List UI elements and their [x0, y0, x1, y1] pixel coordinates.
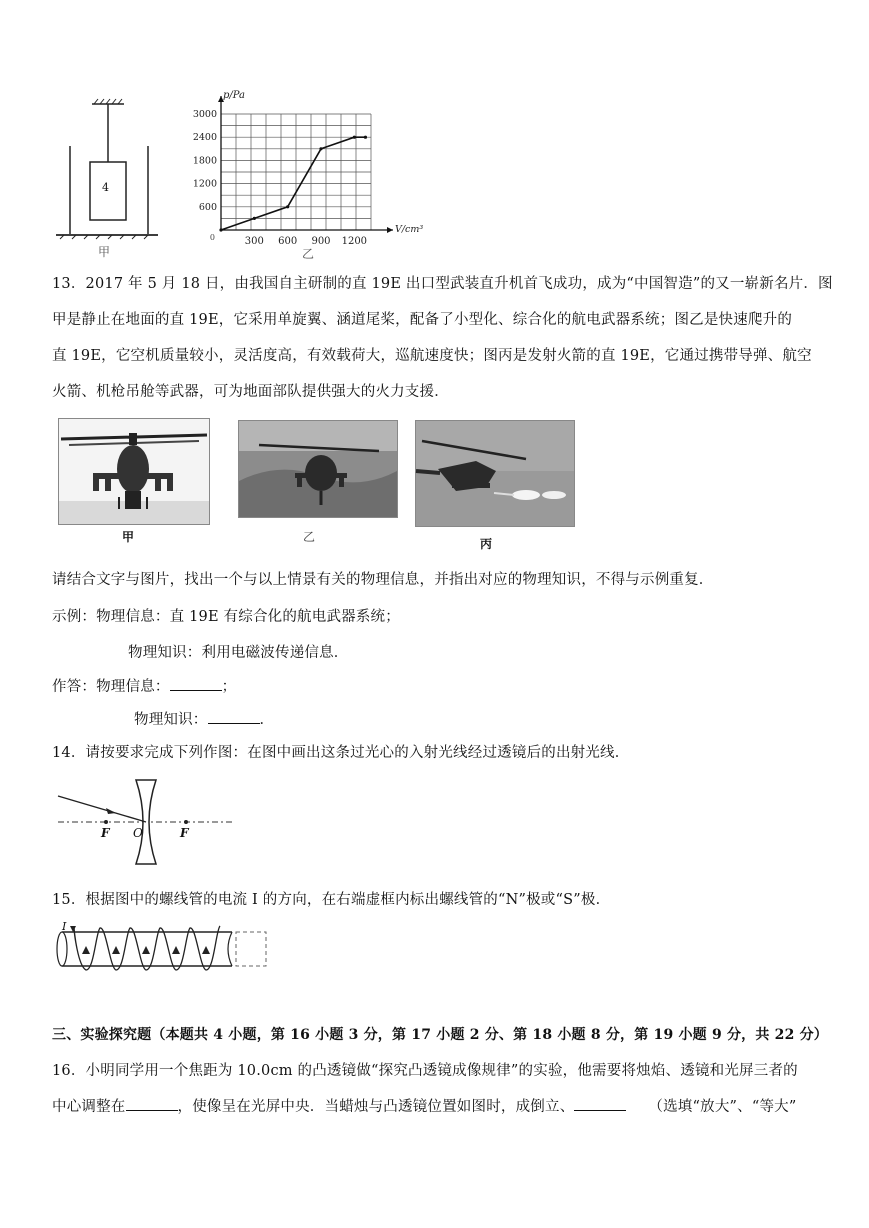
- origin-label: 0: [209, 233, 215, 242]
- x-tick-label: 600: [278, 236, 298, 247]
- q13-example-knowledge: 物理知识：利用电磁波传递信息．: [128, 645, 349, 661]
- figure-label-yi: 乙: [302, 247, 315, 261]
- q16-line-2-a: 中心调整在: [52, 1099, 126, 1115]
- answer-info-suffix: ；: [221, 679, 237, 695]
- helicopter-photo-jia: [58, 418, 210, 525]
- section-3-title: 三、实验探究题（本题共 4 小题，第 16 小题 3 分，第 17 小题 2 分、第 18 小题 8 分，第 19 小题 9 分，共 22 分）: [52, 1027, 828, 1043]
- q16-line-1: 16．小明同学用一个焦距为 10.0cm 的凸透镜做“探究凸透镜成像规律”的实验，他需要将烛焰、透镜和光屏三者的: [52, 1063, 798, 1079]
- data-point: [219, 228, 222, 231]
- current-label: I: [62, 920, 67, 933]
- label-o: O: [133, 826, 143, 840]
- x-axis-arrow: [387, 227, 393, 233]
- label-f-right: F: [180, 826, 189, 840]
- data-point: [253, 217, 256, 220]
- q13-prompt: 请结合文字与图片，找出一个与以上情景有关的物理信息，并指出对应的物理知识，不得与示例重复．: [52, 572, 714, 588]
- data-point: [319, 147, 322, 150]
- photo-label-bing: 丙: [480, 537, 493, 551]
- q13-line-4: 火箭、机枪吊舱等武器，可为地面部队提供强大的火力支援．: [52, 384, 449, 400]
- answer-knowledge-prefix: 物理知识：: [134, 712, 208, 728]
- q16-line-2-b: ，使像呈在光屏中央．当蜡烛与凸透镜位置如图时，成倒立、: [177, 1099, 575, 1115]
- x-tick-label: 300: [244, 236, 264, 247]
- hanging-block-figure: [52, 88, 162, 258]
- photo-label-jia: 甲: [122, 530, 135, 544]
- pressure-volume-chart: [185, 86, 424, 258]
- q13-example-info: 示例：物理信息：直 19E 有综合化的航电武器系统；: [52, 609, 400, 625]
- q16-line-2: [52, 1095, 796, 1116]
- helicopter-photo-bing: [415, 420, 575, 527]
- data-point: [353, 136, 356, 139]
- q13-answer-info: [52, 675, 236, 696]
- q13-line-3: 直 19E，它空机质量较小，灵活度高，有效载荷大，巡航速度快；图丙是发射火箭的直 19E，它通过携带导弹、航空: [52, 348, 812, 364]
- label-f-left: F: [101, 826, 110, 840]
- q16-blank-2[interactable]: [574, 1110, 626, 1111]
- q13-answer-knowledge: [134, 708, 274, 729]
- x-tick-label: 1200: [341, 236, 368, 247]
- y-tick-label: 600: [198, 201, 217, 213]
- q15-text: 15．根据图中的螺线管的电流 I 的方向，在右端虚框内标出螺线管的“N”极或“S”极．: [52, 892, 611, 908]
- answer-knowledge-blank[interactable]: [208, 723, 260, 724]
- y-tick-label: 1200: [192, 178, 217, 190]
- y-axis-label: p/Pa: [223, 90, 246, 101]
- concave-lens-diagram: [56, 772, 236, 868]
- y-tick-label: 3000: [192, 109, 217, 120]
- answer-info-blank[interactable]: [170, 690, 222, 691]
- answer-knowledge-suffix: ．: [259, 712, 275, 728]
- helicopter-photo-yi: [238, 420, 398, 518]
- figure-label-jia: 甲: [98, 245, 111, 259]
- block-label: 4: [102, 181, 109, 194]
- q16-line-2-c: （选填“放大”、“等大”: [648, 1099, 797, 1115]
- q14-text: 14．请按要求完成下列作图：在图中画出这条过光心的入射光线经过透镜后的出射光线．: [52, 745, 630, 761]
- x-axis-label: V/cm³: [395, 224, 424, 235]
- data-point: [286, 205, 289, 208]
- x-tick-label: 900: [311, 236, 331, 247]
- y-tick-label: 2400: [192, 132, 217, 144]
- q16-blank-1[interactable]: [126, 1110, 178, 1111]
- q13-line-1: 13．2017 年 5 月 18 日，由我国自主研制的直 19E 出口型武装直升机首飞成功，成为“中国智造”的又一崭新名片．图: [52, 276, 833, 292]
- data-point: [364, 136, 367, 139]
- y-tick-label: 1800: [192, 155, 217, 167]
- q13-line-2: 甲是静止在地面的直 19E，它采用单旋翼、涵道尾桨，配备了小型化、综合化的航电武器系统；图乙是快速爬升的: [52, 312, 793, 328]
- answer-info-prefix: 作答：物理信息：: [52, 679, 170, 695]
- photo-label-yi: 乙: [303, 530, 316, 544]
- solenoid-diagram: [56, 918, 271, 980]
